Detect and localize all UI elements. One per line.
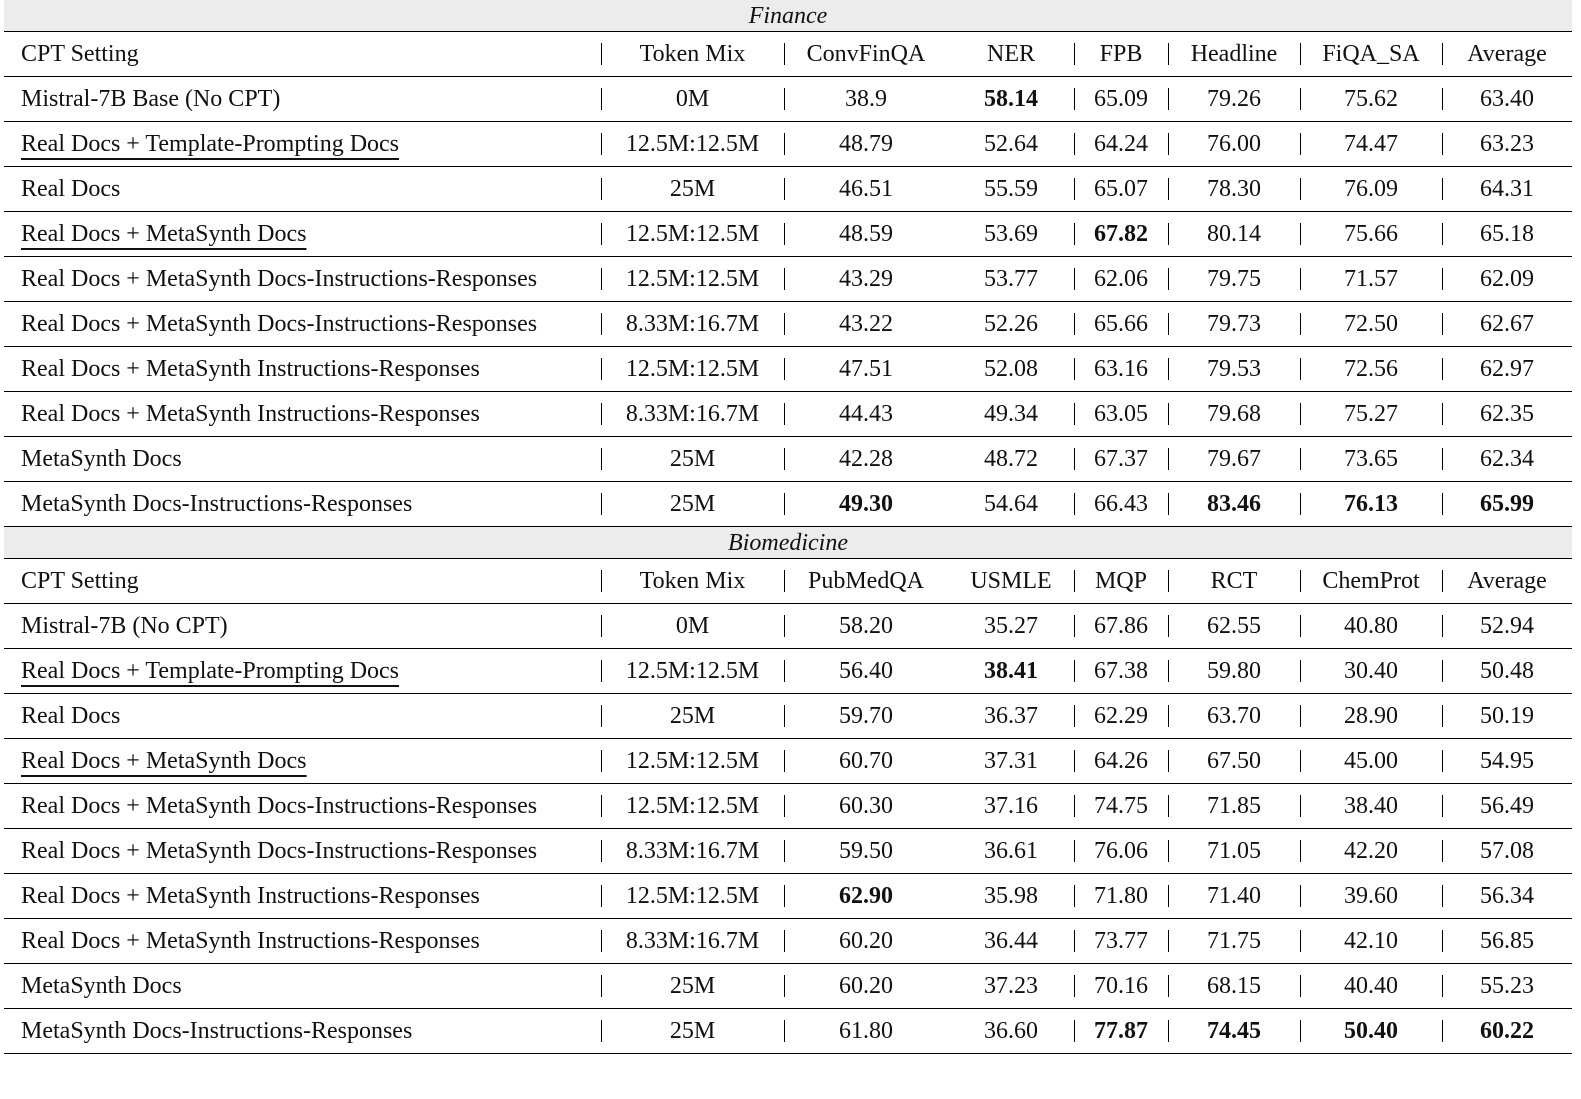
token-mix-cell: 25M bbox=[601, 167, 784, 212]
cpt-setting-cell bbox=[4, 167, 601, 212]
score-cell: 37.31 bbox=[948, 739, 1074, 784]
score-cell: 61.80 bbox=[784, 1009, 948, 1054]
score-cell: 54.64 bbox=[948, 482, 1074, 527]
score-cell: 73.77 bbox=[1074, 919, 1168, 964]
token-mix-cell: 25M bbox=[601, 1009, 784, 1054]
table-row bbox=[4, 122, 1572, 167]
score-cell: 62.29 bbox=[1074, 694, 1168, 739]
score-cell: 35.27 bbox=[948, 604, 1074, 649]
cpt-setting-cell bbox=[4, 122, 601, 167]
cpt-setting-label: Real Docs + MetaSynth Docs-Instructions-Responses bbox=[21, 838, 538, 864]
score-cell: 52.26 bbox=[948, 302, 1074, 347]
score-cell: 53.69 bbox=[948, 212, 1074, 257]
token-mix-cell: 25M bbox=[601, 437, 784, 482]
score-cell: 76.00 bbox=[1168, 122, 1300, 167]
score-cell: 79.75 bbox=[1168, 257, 1300, 302]
score-cell: 62.35 bbox=[1442, 392, 1572, 437]
section-title: Finance bbox=[4, 0, 1572, 32]
score-cell: 63.70 bbox=[1168, 694, 1300, 739]
score-cell: 79.73 bbox=[1168, 302, 1300, 347]
cpt-setting-label: MetaSynth Docs-Instructions-Responses bbox=[21, 491, 413, 517]
token-mix-cell: 12.5M:12.5M bbox=[601, 212, 784, 257]
score-cell: 57.08 bbox=[1442, 829, 1572, 874]
column-header: Average bbox=[1442, 32, 1572, 77]
table-row bbox=[4, 167, 1572, 212]
table-header-row bbox=[4, 559, 1572, 604]
cpt-setting-cell bbox=[4, 964, 601, 1009]
score-cell: 63.23 bbox=[1442, 122, 1572, 167]
column-header: PubMedQA bbox=[784, 559, 948, 604]
score-cell: 52.94 bbox=[1442, 604, 1572, 649]
table-row bbox=[4, 347, 1572, 392]
score-cell: 38.9 bbox=[784, 77, 948, 122]
score-cell: 50.40 bbox=[1300, 1009, 1442, 1054]
score-cell: 59.70 bbox=[784, 694, 948, 739]
score-cell: 77.87 bbox=[1074, 1009, 1168, 1054]
table-row bbox=[4, 649, 1572, 694]
score-cell: 35.98 bbox=[948, 874, 1074, 919]
token-mix-cell: 8.33M:16.7M bbox=[601, 392, 784, 437]
score-cell: 30.40 bbox=[1300, 649, 1442, 694]
score-cell: 71.40 bbox=[1168, 874, 1300, 919]
score-cell: 79.53 bbox=[1168, 347, 1300, 392]
column-header: FiQA_SA bbox=[1300, 32, 1442, 77]
cpt-setting-cell bbox=[4, 649, 601, 694]
score-cell: 50.19 bbox=[1442, 694, 1572, 739]
score-cell: 56.34 bbox=[1442, 874, 1572, 919]
section-title-row bbox=[4, 527, 1572, 559]
score-cell: 71.85 bbox=[1168, 784, 1300, 829]
score-cell: 62.09 bbox=[1442, 257, 1572, 302]
cpt-setting-label: Real Docs + MetaSynth Instructions-Responses bbox=[21, 401, 480, 427]
score-cell: 68.15 bbox=[1168, 964, 1300, 1009]
cpt-setting-label: Real Docs bbox=[21, 176, 121, 202]
token-mix-cell: 25M bbox=[601, 964, 784, 1009]
table-row bbox=[4, 784, 1572, 829]
column-header: FPB bbox=[1074, 32, 1168, 77]
score-cell: 67.37 bbox=[1074, 437, 1168, 482]
cpt-setting-cell bbox=[4, 1009, 601, 1054]
score-cell: 76.09 bbox=[1300, 167, 1442, 212]
token-mix-cell: 8.33M:16.7M bbox=[601, 829, 784, 874]
score-cell: 36.61 bbox=[948, 829, 1074, 874]
token-mix-cell: 12.5M:12.5M bbox=[601, 347, 784, 392]
score-cell: 80.14 bbox=[1168, 212, 1300, 257]
score-cell: 78.30 bbox=[1168, 167, 1300, 212]
column-header: MQP bbox=[1074, 559, 1168, 604]
cpt-setting-cell bbox=[4, 437, 601, 482]
score-cell: 65.07 bbox=[1074, 167, 1168, 212]
cpt-setting-cell bbox=[4, 739, 601, 784]
cpt-setting-cell bbox=[4, 874, 601, 919]
score-cell: 79.67 bbox=[1168, 437, 1300, 482]
token-mix-cell: 25M bbox=[601, 694, 784, 739]
score-cell: 79.68 bbox=[1168, 392, 1300, 437]
cpt-setting-label: Real Docs + MetaSynth Instructions-Responses bbox=[21, 928, 480, 954]
score-cell: 75.27 bbox=[1300, 392, 1442, 437]
score-cell: 74.75 bbox=[1074, 784, 1168, 829]
table-row bbox=[4, 964, 1572, 1009]
token-mix-cell: 12.5M:12.5M bbox=[601, 649, 784, 694]
score-cell: 48.79 bbox=[784, 122, 948, 167]
score-cell: 64.31 bbox=[1442, 167, 1572, 212]
score-cell: 36.44 bbox=[948, 919, 1074, 964]
score-cell: 71.57 bbox=[1300, 257, 1442, 302]
cpt-setting-label: Mistral-7B (No CPT) bbox=[21, 613, 228, 639]
score-cell: 65.18 bbox=[1442, 212, 1572, 257]
column-header: USMLE bbox=[948, 559, 1074, 604]
token-mix-cell: 12.5M:12.5M bbox=[601, 784, 784, 829]
cpt-setting-label: Real Docs bbox=[21, 703, 121, 729]
score-cell: 46.51 bbox=[784, 167, 948, 212]
token-mix-cell: 12.5M:12.5M bbox=[601, 122, 784, 167]
cpt-setting-label: Real Docs + MetaSynth Docs-Instructions-Responses bbox=[21, 266, 538, 292]
token-mix-cell: 0M bbox=[601, 77, 784, 122]
score-cell: 62.97 bbox=[1442, 347, 1572, 392]
score-cell: 56.40 bbox=[784, 649, 948, 694]
score-cell: 60.30 bbox=[784, 784, 948, 829]
cpt-setting-label: Mistral-7B Base (No CPT) bbox=[21, 86, 281, 112]
score-cell: 54.95 bbox=[1442, 739, 1572, 784]
score-cell: 62.90 bbox=[784, 874, 948, 919]
cpt-setting-label: Real Docs + MetaSynth Docs bbox=[21, 221, 307, 247]
cpt-setting-label: Real Docs + Template-Prompting Docs bbox=[21, 131, 400, 157]
cpt-setting-cell bbox=[4, 829, 601, 874]
score-cell: 67.50 bbox=[1168, 739, 1300, 784]
score-cell: 58.14 bbox=[948, 77, 1074, 122]
cpt-setting-label: Real Docs + MetaSynth Docs-Instructions-Responses bbox=[21, 311, 538, 337]
score-cell: 65.99 bbox=[1442, 482, 1572, 527]
section-title-row bbox=[4, 0, 1572, 32]
token-mix-cell: 12.5M:12.5M bbox=[601, 739, 784, 784]
column-header: ConvFinQA bbox=[784, 32, 948, 77]
cpt-setting-cell bbox=[4, 694, 601, 739]
table-row bbox=[4, 919, 1572, 964]
score-cell: 38.41 bbox=[948, 649, 1074, 694]
table-row bbox=[4, 302, 1572, 347]
cpt-setting-cell bbox=[4, 604, 601, 649]
score-cell: 60.20 bbox=[784, 964, 948, 1009]
table-row bbox=[4, 604, 1572, 649]
score-cell: 52.64 bbox=[948, 122, 1074, 167]
score-cell: 55.23 bbox=[1442, 964, 1572, 1009]
table-row bbox=[4, 874, 1572, 919]
cpt-setting-cell bbox=[4, 212, 601, 257]
token-mix-cell: 8.33M:16.7M bbox=[601, 919, 784, 964]
score-cell: 62.55 bbox=[1168, 604, 1300, 649]
table-row bbox=[4, 257, 1572, 302]
score-cell: 64.24 bbox=[1074, 122, 1168, 167]
score-cell: 39.60 bbox=[1300, 874, 1442, 919]
score-cell: 73.65 bbox=[1300, 437, 1442, 482]
score-cell: 58.20 bbox=[784, 604, 948, 649]
section-title: Biomedicine bbox=[4, 527, 1572, 559]
score-cell: 71.05 bbox=[1168, 829, 1300, 874]
column-header: NER bbox=[948, 32, 1074, 77]
score-cell: 52.08 bbox=[948, 347, 1074, 392]
column-header: CPT Setting bbox=[4, 32, 601, 77]
score-cell: 79.26 bbox=[1168, 77, 1300, 122]
score-cell: 75.66 bbox=[1300, 212, 1442, 257]
score-cell: 47.51 bbox=[784, 347, 948, 392]
results-table bbox=[4, 0, 1572, 1054]
cpt-setting-cell bbox=[4, 392, 601, 437]
score-cell: 67.86 bbox=[1074, 604, 1168, 649]
table-row bbox=[4, 829, 1572, 874]
cpt-setting-label: MetaSynth Docs bbox=[21, 446, 182, 472]
cpt-setting-label: MetaSynth Docs-Instructions-Responses bbox=[21, 1018, 413, 1044]
cpt-setting-label: Real Docs + MetaSynth Docs bbox=[21, 748, 307, 774]
cpt-setting-label: Real Docs + MetaSynth Instructions-Responses bbox=[21, 356, 480, 382]
table-row bbox=[4, 739, 1572, 784]
cpt-setting-cell bbox=[4, 77, 601, 122]
score-cell: 65.09 bbox=[1074, 77, 1168, 122]
score-cell: 62.34 bbox=[1442, 437, 1572, 482]
score-cell: 55.59 bbox=[948, 167, 1074, 212]
score-cell: 63.16 bbox=[1074, 347, 1168, 392]
table-row bbox=[4, 694, 1572, 739]
score-cell: 36.37 bbox=[948, 694, 1074, 739]
cpt-setting-cell bbox=[4, 257, 601, 302]
score-cell: 62.06 bbox=[1074, 257, 1168, 302]
token-mix-cell: 0M bbox=[601, 604, 784, 649]
score-cell: 60.70 bbox=[784, 739, 948, 784]
score-cell: 67.38 bbox=[1074, 649, 1168, 694]
cpt-setting-cell bbox=[4, 482, 601, 527]
cpt-setting-cell bbox=[4, 784, 601, 829]
column-header: RCT bbox=[1168, 559, 1300, 604]
token-mix-cell: 12.5M:12.5M bbox=[601, 874, 784, 919]
score-cell: 67.82 bbox=[1074, 212, 1168, 257]
score-cell: 75.62 bbox=[1300, 77, 1442, 122]
table-row bbox=[4, 77, 1572, 122]
table-row bbox=[4, 482, 1572, 527]
score-cell: 60.22 bbox=[1442, 1009, 1572, 1054]
score-cell: 42.10 bbox=[1300, 919, 1442, 964]
score-cell: 43.29 bbox=[784, 257, 948, 302]
score-cell: 43.22 bbox=[784, 302, 948, 347]
table-header-row bbox=[4, 32, 1572, 77]
score-cell: 64.26 bbox=[1074, 739, 1168, 784]
score-cell: 71.75 bbox=[1168, 919, 1300, 964]
cpt-setting-label: Real Docs + MetaSynth Instructions-Responses bbox=[21, 883, 480, 909]
score-cell: 45.00 bbox=[1300, 739, 1442, 784]
score-cell: 48.72 bbox=[948, 437, 1074, 482]
token-mix-cell: 25M bbox=[601, 482, 784, 527]
cpt-setting-label: MetaSynth Docs bbox=[21, 973, 182, 999]
table-row bbox=[4, 437, 1572, 482]
score-cell: 71.80 bbox=[1074, 874, 1168, 919]
score-cell: 42.28 bbox=[784, 437, 948, 482]
score-cell: 38.40 bbox=[1300, 784, 1442, 829]
table-row bbox=[4, 212, 1572, 257]
score-cell: 49.30 bbox=[784, 482, 948, 527]
column-header: Token Mix bbox=[601, 559, 784, 604]
score-cell: 28.90 bbox=[1300, 694, 1442, 739]
cpt-setting-label: Real Docs + MetaSynth Docs-Instructions-Responses bbox=[21, 793, 538, 819]
column-header: Average bbox=[1442, 559, 1572, 604]
score-cell: 72.56 bbox=[1300, 347, 1442, 392]
token-mix-cell: 8.33M:16.7M bbox=[601, 302, 784, 347]
results-table-body bbox=[4, 0, 1572, 1054]
score-cell: 37.16 bbox=[948, 784, 1074, 829]
score-cell: 59.80 bbox=[1168, 649, 1300, 694]
score-cell: 70.16 bbox=[1074, 964, 1168, 1009]
score-cell: 56.49 bbox=[1442, 784, 1572, 829]
column-header: ChemProt bbox=[1300, 559, 1442, 604]
results-table-figure bbox=[4, 0, 1572, 1054]
column-header: Headline bbox=[1168, 32, 1300, 77]
cpt-setting-cell bbox=[4, 347, 601, 392]
score-cell: 37.23 bbox=[948, 964, 1074, 1009]
score-cell: 63.40 bbox=[1442, 77, 1572, 122]
score-cell: 36.60 bbox=[948, 1009, 1074, 1054]
score-cell: 76.13 bbox=[1300, 482, 1442, 527]
score-cell: 65.66 bbox=[1074, 302, 1168, 347]
score-cell: 40.80 bbox=[1300, 604, 1442, 649]
token-mix-cell: 12.5M:12.5M bbox=[601, 257, 784, 302]
column-header: Token Mix bbox=[601, 32, 784, 77]
score-cell: 76.06 bbox=[1074, 829, 1168, 874]
score-cell: 74.45 bbox=[1168, 1009, 1300, 1054]
score-cell: 56.85 bbox=[1442, 919, 1572, 964]
score-cell: 74.47 bbox=[1300, 122, 1442, 167]
cpt-setting-label: Real Docs + Template-Prompting Docs bbox=[21, 658, 400, 684]
cpt-setting-cell bbox=[4, 302, 601, 347]
score-cell: 62.67 bbox=[1442, 302, 1572, 347]
score-cell: 44.43 bbox=[784, 392, 948, 437]
score-cell: 53.77 bbox=[948, 257, 1074, 302]
score-cell: 50.48 bbox=[1442, 649, 1572, 694]
score-cell: 83.46 bbox=[1168, 482, 1300, 527]
score-cell: 42.20 bbox=[1300, 829, 1442, 874]
score-cell: 66.43 bbox=[1074, 482, 1168, 527]
cpt-setting-cell bbox=[4, 919, 601, 964]
table-row bbox=[4, 1009, 1572, 1054]
score-cell: 63.05 bbox=[1074, 392, 1168, 437]
score-cell: 72.50 bbox=[1300, 302, 1442, 347]
score-cell: 60.20 bbox=[784, 919, 948, 964]
score-cell: 59.50 bbox=[784, 829, 948, 874]
table-row bbox=[4, 392, 1572, 437]
score-cell: 40.40 bbox=[1300, 964, 1442, 1009]
column-header: CPT Setting bbox=[4, 559, 601, 604]
score-cell: 49.34 bbox=[948, 392, 1074, 437]
score-cell: 48.59 bbox=[784, 212, 948, 257]
